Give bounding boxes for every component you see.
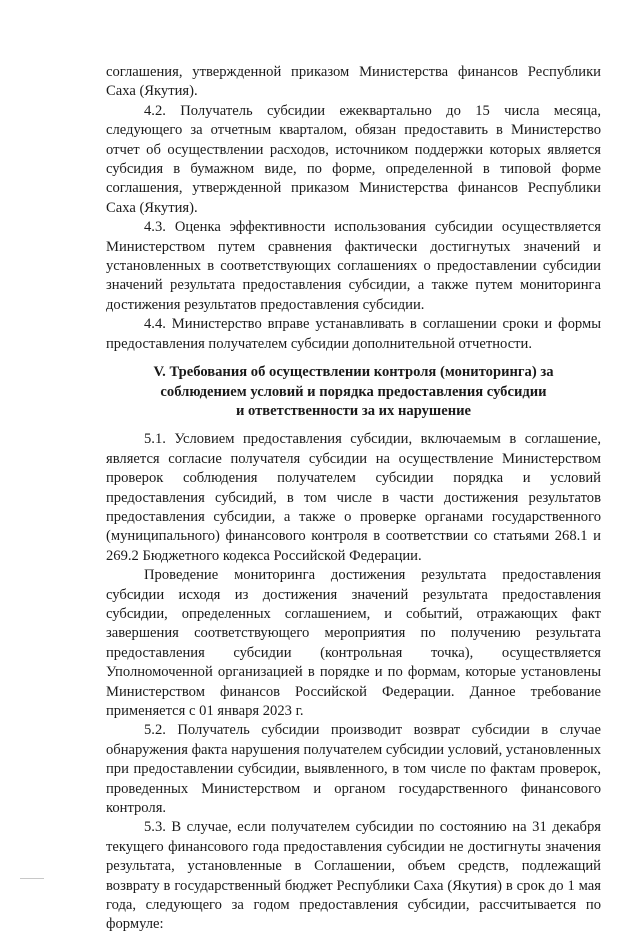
section-heading-line-2: соблюдением условий и порядка предоставления субсидии bbox=[160, 383, 547, 400]
paragraph-5-2: 5.2. Получатель субсидии производит возврат субсидии в случае обнаружения факта нарушения получателем субсидии условий, установленных при предоставлении субсидии, выявленного, в том числе по фактам проверок, проведенных Министерством и органом государственного финансового контроля. bbox=[106, 722, 601, 817]
paragraph-4-4: 4.4. Министерство вправе устанавливать в соглашении сроки и формы предоставления получателем субсидии дополнительной отчетности. bbox=[106, 316, 601, 352]
paragraph-4-2: 4.2. Получатель субсидии ежеквартально до 15 числа месяца, следующего за отчетным кварталом, обязан предоставить в Министерство отчет об осуществлении расходов, источником поддержки которых является субсидия в бумажном виде, по форме, определенной в типовой форме соглашения, утвержденной приказом Министерства финансов Республики Саха (Якутия). bbox=[106, 102, 601, 216]
paragraph-5-1: 5.1. Условием предоставления субсидии, включаемым в соглашение, является согласие получателя субсидии на осуществление Министерством проверок соблюдения получателем субсидии порядка и условий предоставления субсидий, в том числе в части достижения результатов предоставления субсидии, а также о проверке органами государственного (муниципального) финансового контроля в соответствии со статьями 268.1 и 269.2 Бюджетного кодекса Российской Федерации. bbox=[106, 431, 601, 564]
scan-edge-mark bbox=[20, 878, 44, 879]
section-heading-line-3: и ответственности за их нарушение bbox=[235, 402, 472, 419]
paragraph-4-3: 4.3. Оценка эффективности использования субсидии осуществляется Министерством путем сравнения фактически достигнутых значений и установленных в соответствующих соглашениях о предоставлении субсидии значений результата предоставления субсидии, а также путем мониторинга достижения результатов предоставления субсидии. bbox=[106, 219, 601, 313]
paragraph-5-3: 5.3. В случае, если получателем субсидии по состоянию на 31 декабря текущего финансового года предоставления субсидии не достигнуты значения результата, установленные в Соглашении, объем средств, подлежащий возврату в государственный бюджет Республики Саха (Якутия) в срок до 1 мая года, следующего за годом предоставления субсидии, рассчитывается по формуле: bbox=[106, 819, 601, 933]
section-heading bbox=[106, 363, 601, 421]
paragraph-monitoring: Проведение мониторинга достижения результата предоставления субсидии исходя из достижения значений результата предоставления субсидии, определенных соглашением, и событий, отражающих факт завершения соответствующего мероприятия по получению результата предоставления субсидии (контрольная точка), осуществляется Уполномоченной организацией в порядке и по формам, которые установлены Министерством финансов Российской Федерации. Данное требование применяется с 01 января 2023 г. bbox=[106, 567, 601, 719]
document-page bbox=[106, 63, 601, 935]
section-heading-line-1: V. Требования об осуществлении контроля (мониторинга) за bbox=[153, 364, 554, 381]
paragraph-continuation: соглашения, утвержденной приказом Министерства финансов Республики Саха (Якутия). bbox=[106, 64, 601, 100]
